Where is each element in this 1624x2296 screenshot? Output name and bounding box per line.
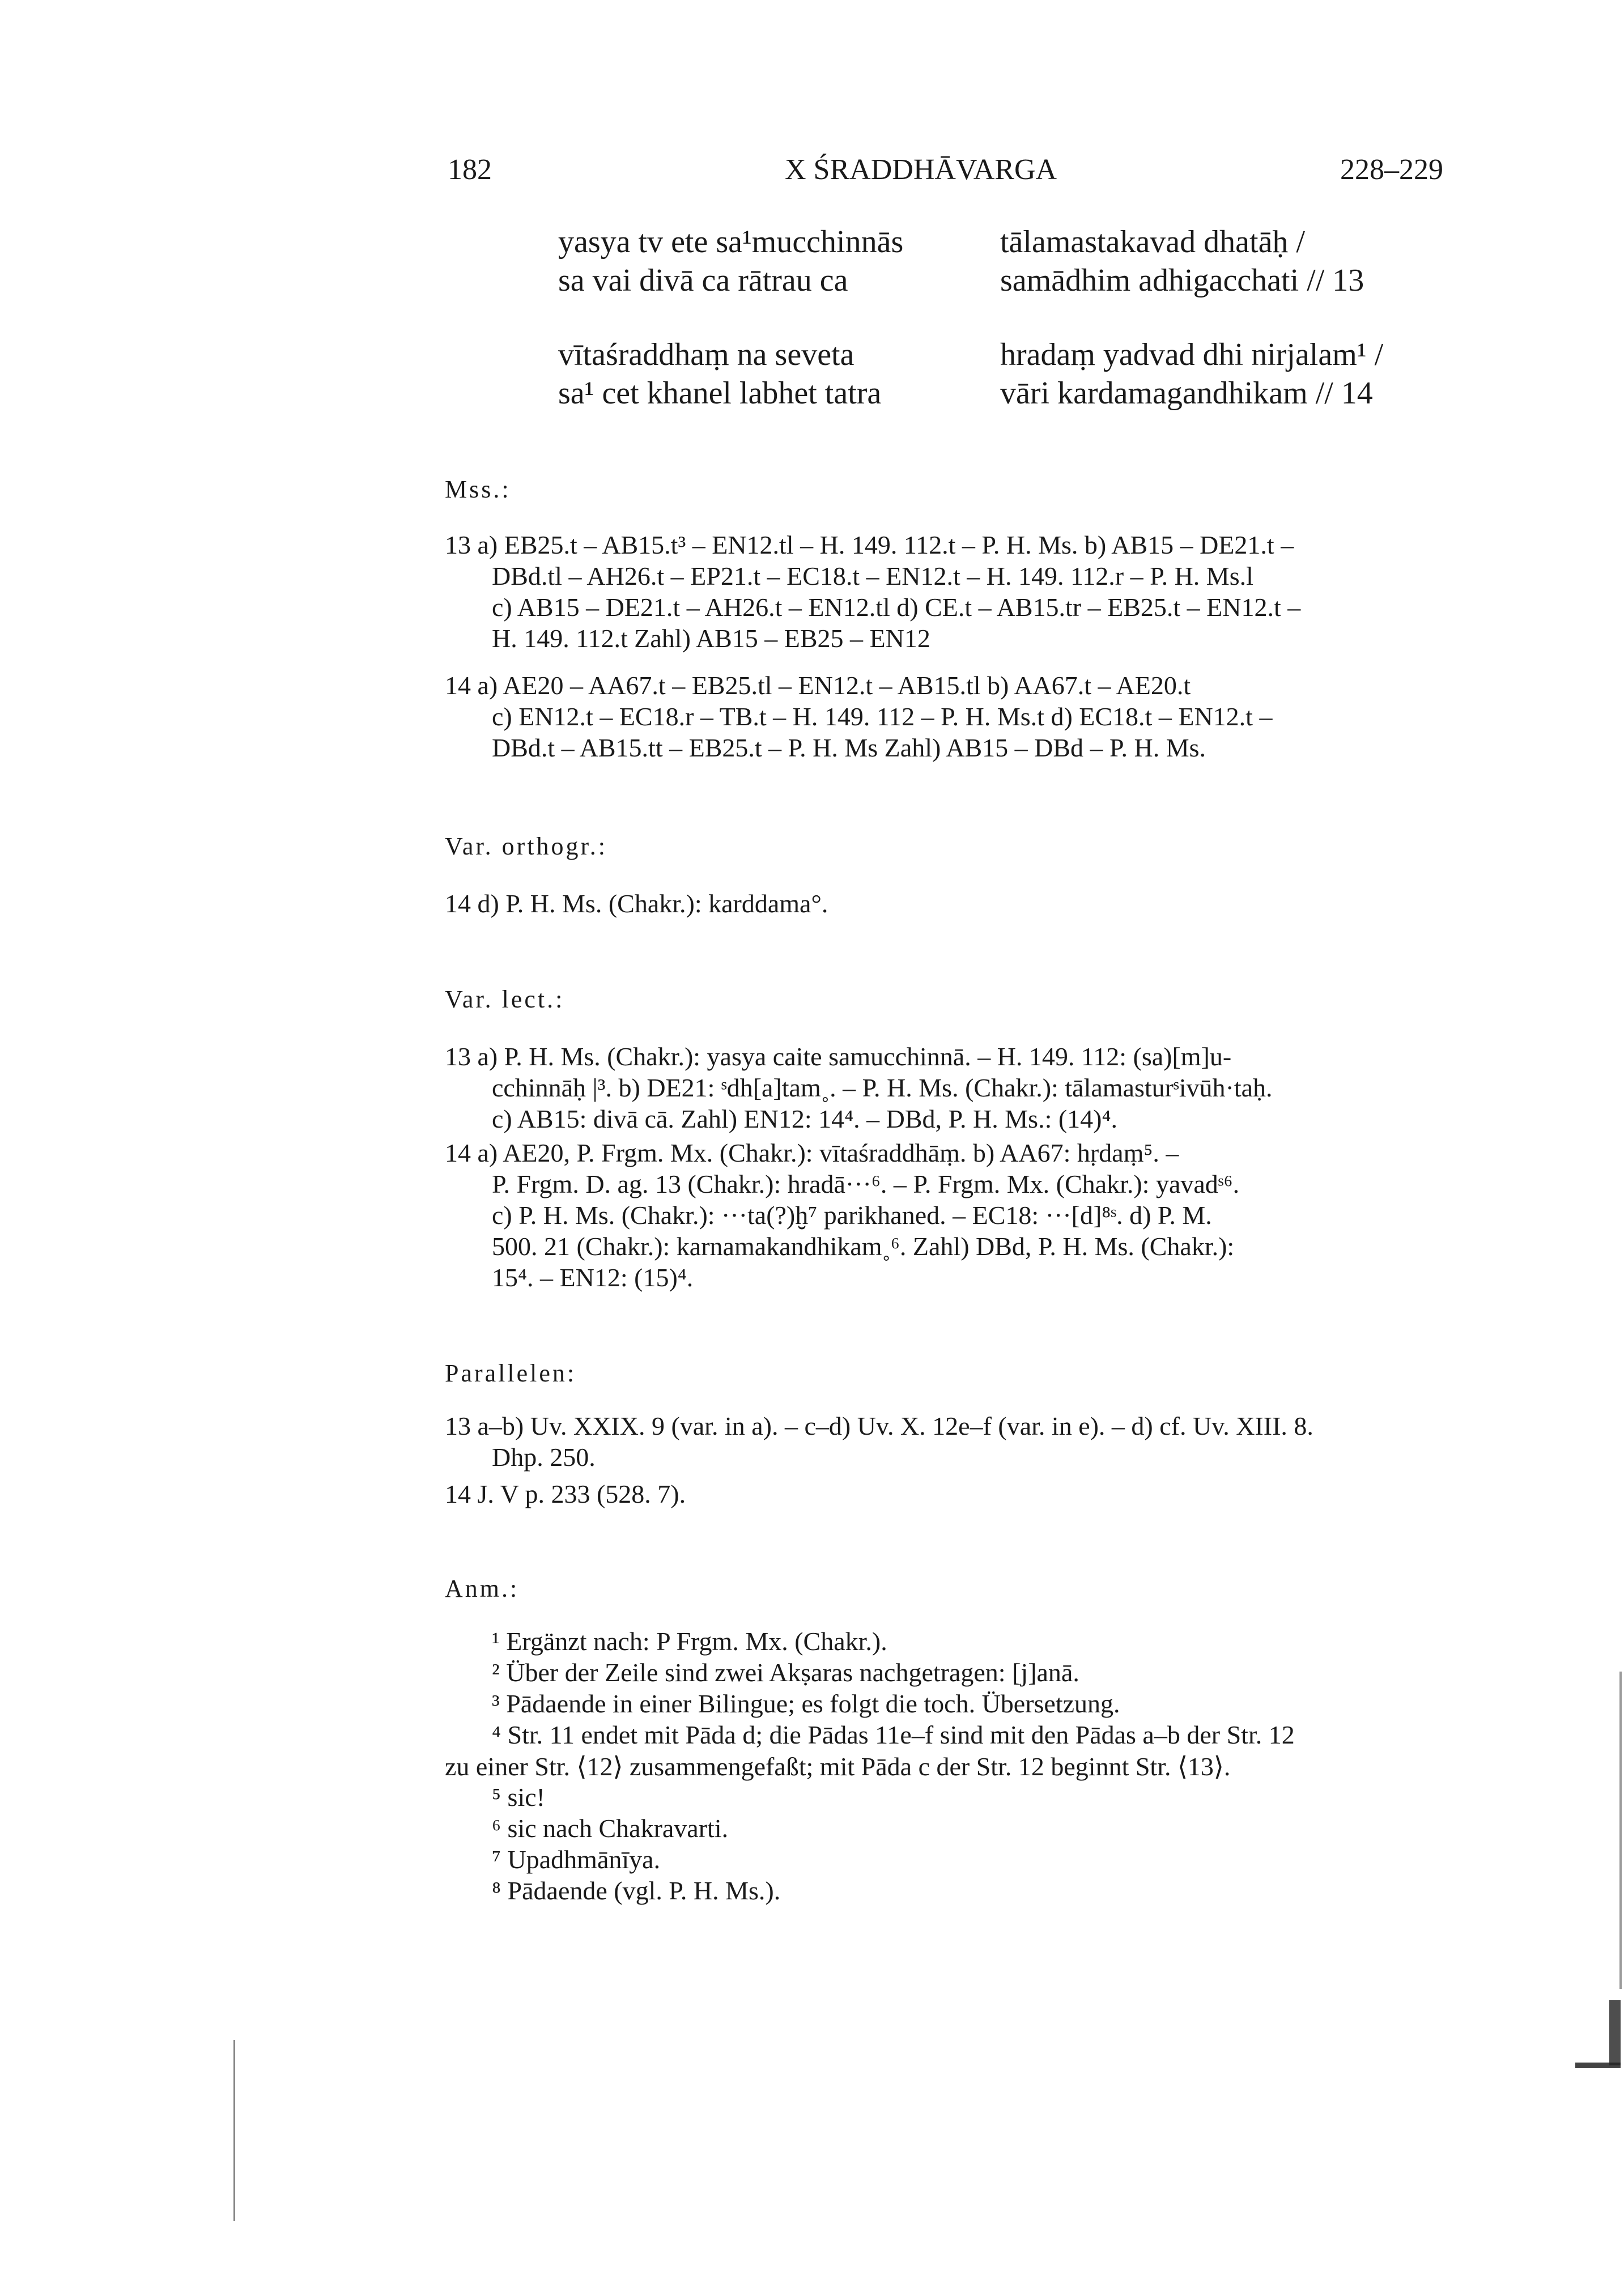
- var-lect-line: c) AB15: divā cā. Zahl) EN12: 14⁴. – DBd, P. H. Ms.: (14)⁴.: [492, 1104, 1118, 1133]
- verse-line-a: sa vai divā ca rātrau ca: [558, 263, 848, 298]
- var-lect-line: cchinnāḥ |³. b) DE21: ˢdh[a]tam˳. – P. H. Ms. (Chakr.): tālamasturˢivūh·taḥ.: [492, 1073, 1273, 1102]
- mss-line: DBd.tl – AH26.t – EP21.t – EC18.t – EN12.t – H. 149. 112.r – P. H. Ms.l: [492, 562, 1253, 590]
- footnote: ⁸ Pādaende (vgl. P. H. Ms.).: [492, 1876, 781, 1905]
- var-lect-line: 13 a) P. H. Ms. (Chakr.): yasya caite samucchinnā. – H. 149. 112: (sa)[m]u-: [445, 1042, 1232, 1071]
- scan-artifact-right: [1619, 1672, 1622, 1989]
- mss-line: H. 149. 112.t Zahl) AB15 – EB25 – EN12: [492, 624, 930, 653]
- running-title: X ŚRADDHĀVARGA: [785, 154, 1057, 186]
- anm-heading: Anm.:: [445, 1575, 520, 1602]
- footnote: ⁵ sic!: [492, 1783, 545, 1812]
- var-lect-line: c) P. H. Ms. (Chakr.): ···ta(?)ḫ⁷ parikhaned. – EC18: ···[d]⁸ˢ. d) P. M.: [492, 1201, 1212, 1230]
- footnote: zu einer Str. ⟨12⟩ zusammengefaßt; mit Pāda c der Str. 12 beginnt Str. ⟨13⟩.: [445, 1752, 1231, 1781]
- scan-artifact-left: [233, 2040, 235, 2221]
- page-number: 182: [448, 154, 492, 186]
- parallelen-heading: Parallelen:: [445, 1359, 577, 1387]
- mss-heading: Mss.:: [445, 475, 511, 503]
- mss-line: DBd.t – AB15.tt – EB25.t – P. H. Ms Zahl) AB15 – DBd – P. H. Ms.: [492, 733, 1206, 762]
- scan-artifact-right-bar: [1609, 2000, 1621, 2065]
- var-lect-line: 15⁴. – EN12: (15)⁴.: [492, 1263, 694, 1292]
- footnote: ² Über der Zeile sind zwei Akṣaras nachgetragen: [j]anā.: [492, 1658, 1079, 1687]
- parallelen-line: 13 a–b) Uv. XXIX. 9 (var. in a). – c–d) Uv. X. 12e–f (var. in e). – d) cf. Uv. XIII. 8.: [445, 1411, 1313, 1440]
- parallelen-line: 14 J. V p. 233 (528. 7).: [445, 1479, 686, 1508]
- verse-line-a: sa¹ cet khanel labhet tatra: [558, 376, 882, 411]
- footnote: ⁴ Str. 11 endet mit Pāda d; die Pādas 11e–f sind mit den Pādas a–b der Str. 12: [492, 1720, 1295, 1749]
- mss-line: c) EN12.t – EC18.r – TB.t – H. 149. 112 – P. H. Ms.t d) EC18.t – EN12.t –: [492, 702, 1273, 731]
- mss-line: 13 a) EB25.t – AB15.t³ – EN12.tl – H. 149. 112.t – P. H. Ms. b) AB15 – DE21.t –: [445, 530, 1294, 559]
- var-lect-line: P. Frgm. D. ag. 13 (Chakr.): hradā···⁶. – P. Frgm. Mx. (Chakr.): yavadˢ⁶.: [492, 1170, 1240, 1198]
- footnote: ⁷ Upadhmānīya.: [492, 1845, 661, 1874]
- mss-line: c) AB15 – DE21.t – AH26.t – EN12.tl d) CE.t – AB15.tr – EB25.t – EN12.t –: [492, 593, 1301, 622]
- parallelen-line: Dhp. 250.: [492, 1443, 596, 1472]
- footnote: ³ Pādaende in einer Bilingue; es folgt die toch. Übersetzung.: [492, 1689, 1120, 1718]
- verse-line-b: hradaṃ yadvad dhi nirjalam¹ /: [1000, 337, 1384, 372]
- var-orthogr-heading: Var. orthogr.:: [445, 832, 607, 860]
- var-lect-line: 500. 21 (Chakr.): karnamakandhikam˳⁶. Zahl) DBd, P. H. Ms. (Chakr.):: [492, 1232, 1235, 1261]
- var-orthogr-line: 14 d) P. H. Ms. (Chakr.): karddama°.: [445, 889, 828, 918]
- verse-range: 228–229: [1340, 154, 1443, 186]
- footnote: ⁶ sic nach Chakravarti.: [492, 1814, 729, 1843]
- footnote: ¹ Ergänzt nach: P Frgm. Mx. (Chakr.).: [492, 1627, 887, 1656]
- var-lect-heading: Var. lect.:: [445, 985, 565, 1013]
- verse-line-b: tālamastakavad dhatāḥ /: [1000, 224, 1305, 260]
- verse-line-b: vāri kardamagandhikam // 14: [1000, 376, 1373, 411]
- verse-line-a: vītaśraddhaṃ na seveta: [558, 337, 854, 372]
- var-lect-line: 14 a) AE20, P. Frgm. Mx. (Chakr.): vītaśraddhāṃ. b) AA67: hṛdaṃ⁵. –: [445, 1138, 1179, 1167]
- mss-line: 14 a) AE20 – AA67.t – EB25.tl – EN12.t – AB15.tl b) AA67.t – AE20.t: [445, 671, 1191, 700]
- verse-line-a: yasya tv ete sa¹mucchinnās: [558, 224, 904, 260]
- verse-line-b: samādhim adhigacchati // 13: [1000, 263, 1364, 298]
